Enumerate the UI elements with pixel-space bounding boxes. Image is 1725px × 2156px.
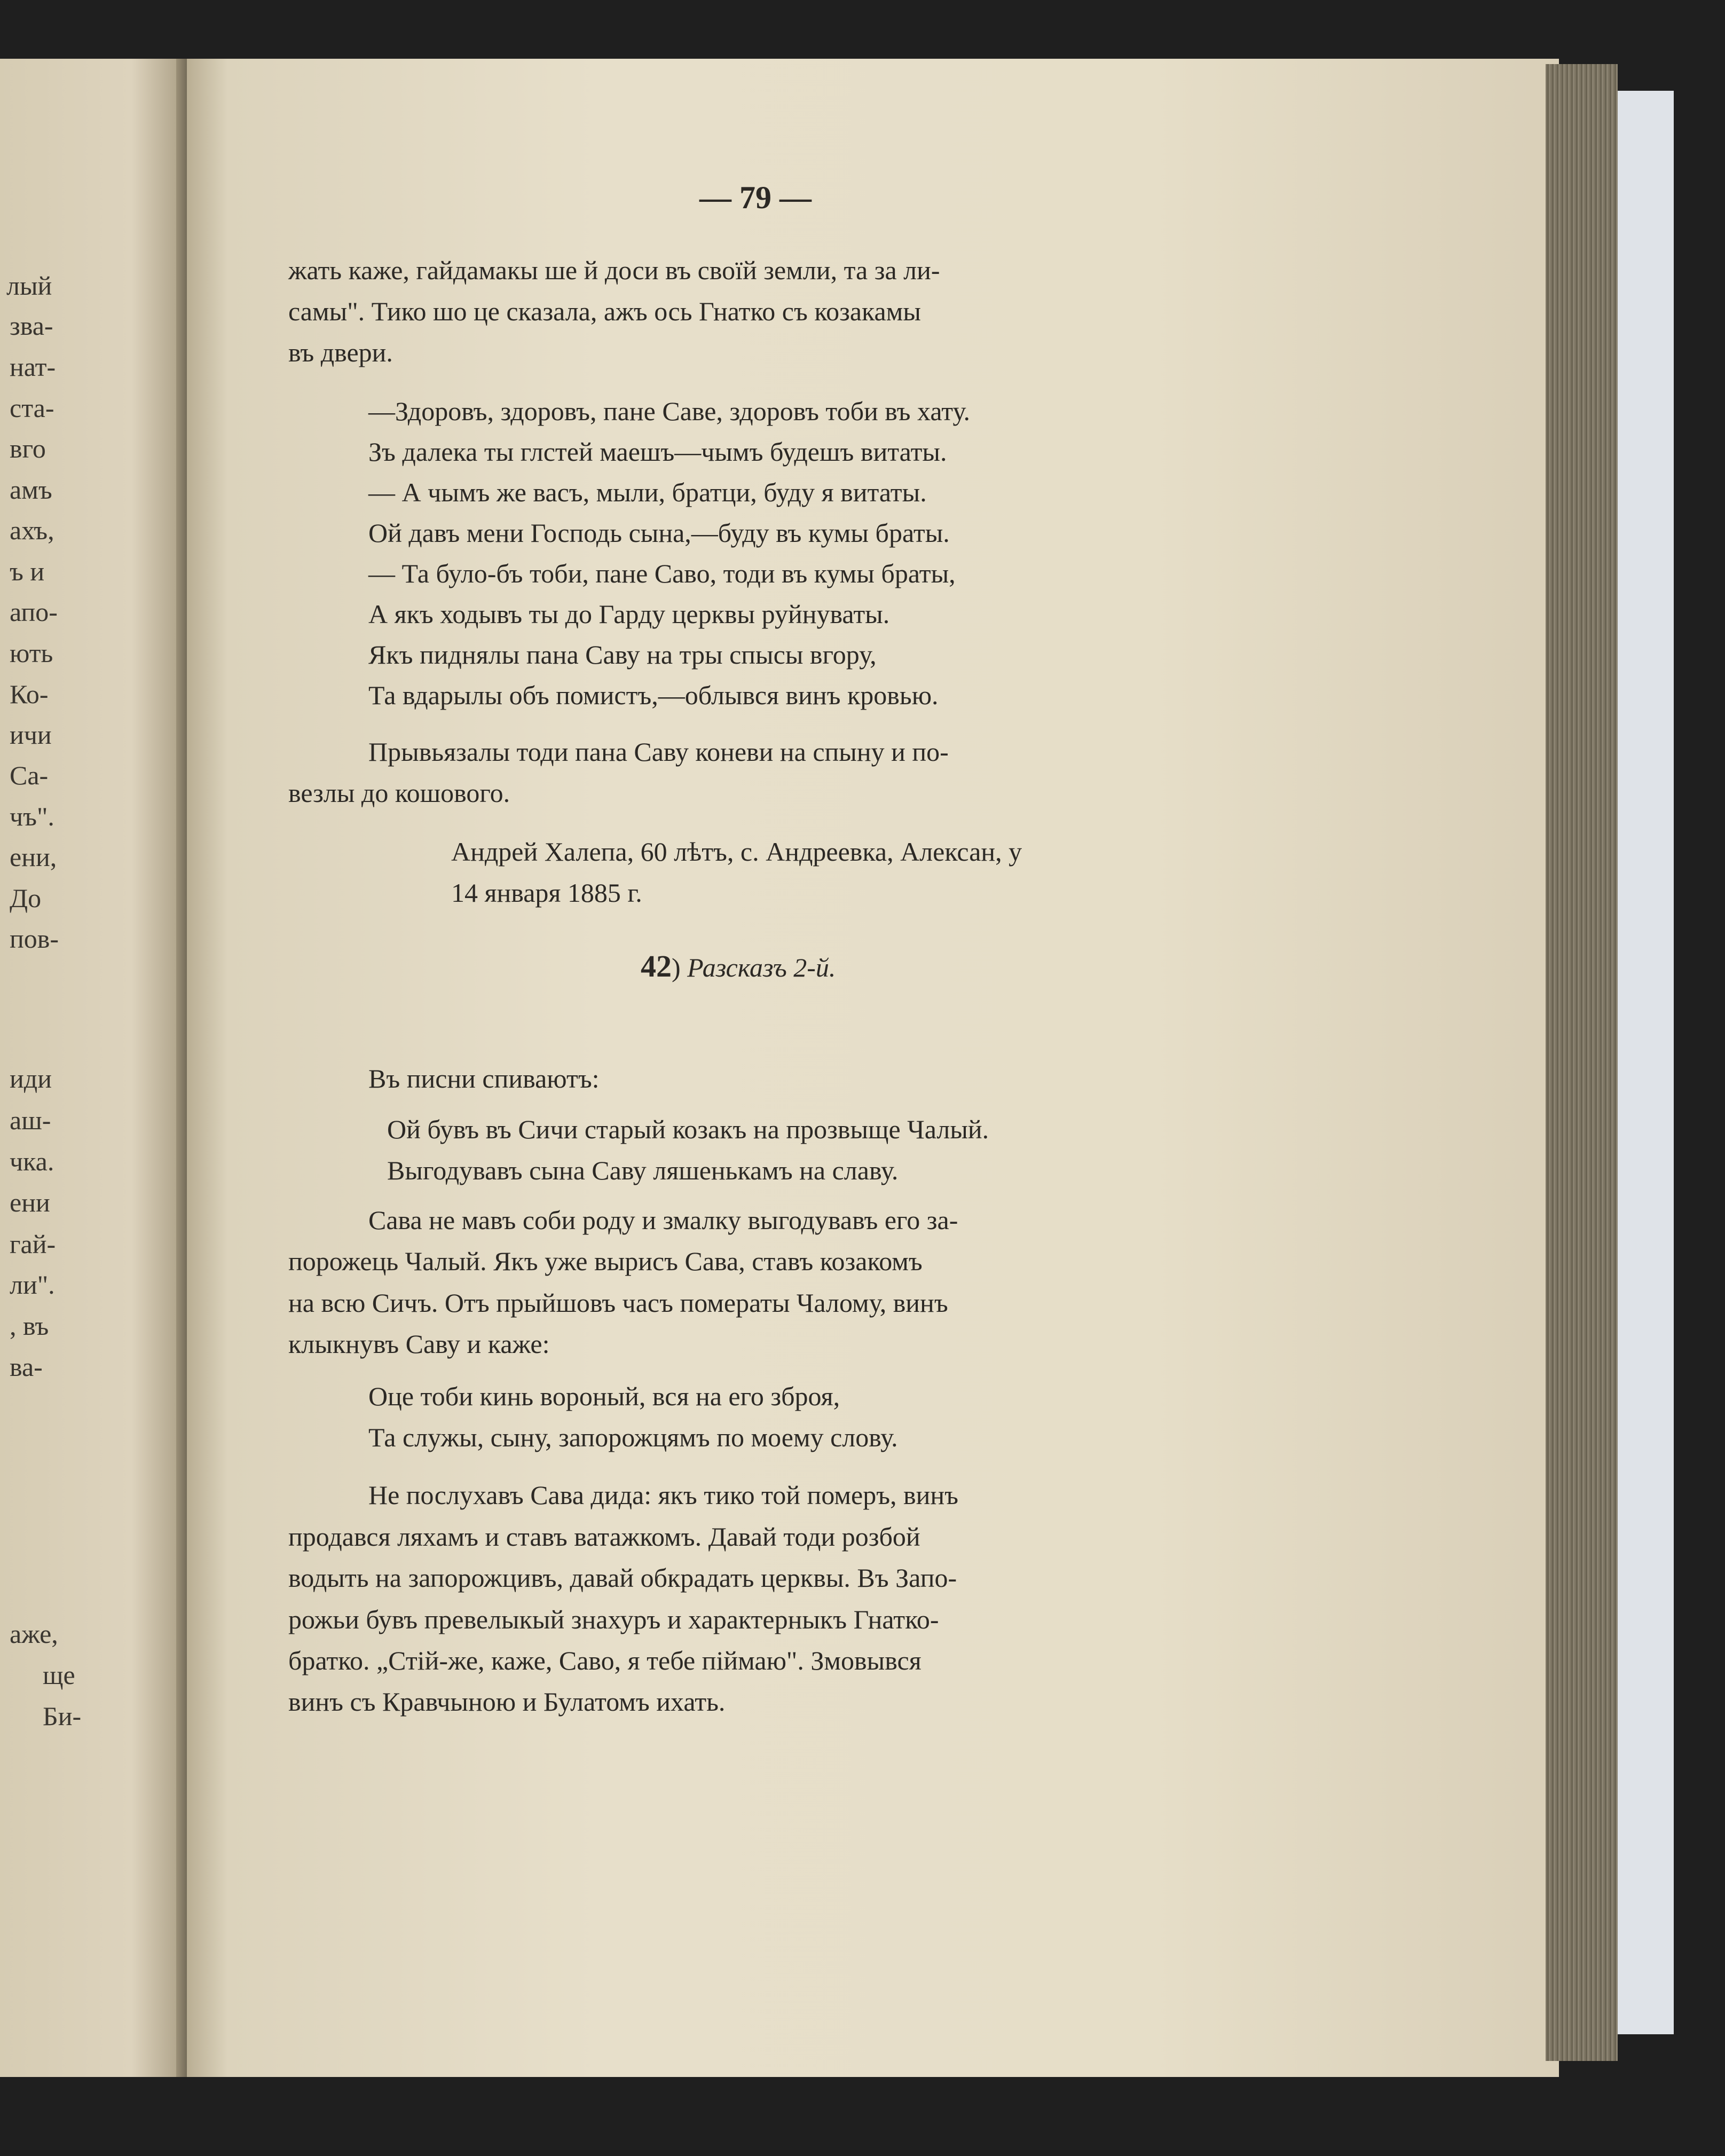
left-fragment: ичи bbox=[10, 720, 52, 750]
left-fragment: ъ и bbox=[10, 556, 45, 586]
text-line: клыкнувъ Саву и каже: bbox=[288, 1329, 550, 1359]
text-line: жать каже, гайдамакы ше й доси въ своїй земли, та за ли- bbox=[288, 255, 940, 285]
verse-line: Та вдарылы объ помистъ,—облывся винъ кровью. bbox=[368, 680, 939, 710]
text-line: везлы до кошового. bbox=[288, 778, 510, 808]
section-number: 42 bbox=[641, 949, 672, 983]
page-edges bbox=[1546, 64, 1618, 2061]
source-line: 14 января 1885 г. bbox=[451, 878, 642, 908]
left-fragment: , въ bbox=[10, 1311, 49, 1341]
verse-line: —Здоровъ, здоровъ, пане Саве, здоровъ тоби въ хату. bbox=[368, 396, 970, 426]
left-fragment: чка. bbox=[10, 1146, 54, 1176]
left-fragment: гай- bbox=[10, 1229, 56, 1259]
section-paren: ) bbox=[672, 953, 681, 982]
verse-line: — Та було-бъ тоби, пане Саво, тоди въ кумы браты, bbox=[368, 558, 956, 588]
left-fragment: лый bbox=[6, 271, 52, 301]
left-fragment: вго bbox=[10, 434, 46, 463]
source-line: Андрей Халепа, 60 лѣтъ, с. Андреевка, Алексан, у bbox=[451, 837, 1022, 867]
left-fragment: пов- bbox=[10, 924, 59, 954]
verse-line: Ой давъ мени Господь сына,—буду въ кумы браты. bbox=[368, 518, 950, 548]
section-title: Разсказъ 2-й. bbox=[687, 953, 836, 982]
left-fragment: зва- bbox=[10, 311, 53, 341]
left-fragment: апо- bbox=[10, 597, 58, 627]
text-line: продався ляхамъ и ставъ ватажкомъ. Давай тоди розбой bbox=[288, 1522, 920, 1552]
text-line: Въ писни спиваютъ: bbox=[368, 1064, 600, 1093]
verse-line: Ой бувъ въ Сичи старый козакъ на прозвыще Чалый. bbox=[387, 1114, 989, 1144]
text-line: рожьи бувъ превелыкый знахуръ и характерныкъ Гнатко- bbox=[288, 1604, 939, 1634]
verse-line: А якъ ходывъ ты до Гарду церквы руйнуваты. bbox=[368, 599, 890, 629]
text-line: Сава не мавъ соби роду и змалку выгодувавъ его за- bbox=[368, 1205, 958, 1235]
left-fragment: ахъ, bbox=[10, 515, 54, 545]
left-fragment: чъ". bbox=[10, 801, 54, 831]
verse-line: — А чымъ же васъ, мыли, братци, буду я витаты. bbox=[368, 477, 927, 507]
left-fragment: ли". bbox=[10, 1270, 55, 1300]
verse-line: Якъ пиднялы пана Саву на тры спысы вгору, bbox=[368, 640, 877, 670]
verse-line: Зъ далека ты глстей маешъ—чымъ будешъ витаты. bbox=[368, 437, 947, 467]
left-fragment: До bbox=[10, 883, 42, 913]
text-line: братко. „Стій-же, каже, Саво, я тебе піймаю". Змовывся bbox=[288, 1646, 921, 1675]
text-line: винъ съ Кравчыною и Булатомъ ихать. bbox=[288, 1687, 726, 1717]
text-line: Прывьязалы тоди пана Саву коневи на спыну и по- bbox=[368, 737, 949, 767]
left-fragment: ени bbox=[10, 1187, 50, 1217]
page-number: — 79 — bbox=[699, 180, 812, 215]
left-fragment: ста- bbox=[10, 393, 54, 423]
left-fragment: нат- bbox=[10, 352, 56, 382]
left-fragment: иди bbox=[10, 1064, 52, 1093]
left-fragment: Ко- bbox=[10, 679, 49, 709]
text-line: самы". Тико шо це сказала, ажъ ось Гнатко съ козакамы bbox=[288, 296, 921, 326]
text-line: водыть на запорожцивъ, давай обкрадать церквы. Въ Запо- bbox=[288, 1563, 957, 1593]
left-fragment: аш- bbox=[10, 1105, 51, 1135]
left-fragment: ють bbox=[10, 638, 53, 668]
left-fragment: Са- bbox=[10, 760, 49, 790]
left-fragment: Би- bbox=[43, 1701, 82, 1731]
text-line: на всю Сичъ. Отъ прыйшовъ часъ помераты Чалому, винъ bbox=[288, 1288, 948, 1318]
book-cover-edge bbox=[1618, 91, 1674, 2034]
left-page bbox=[0, 59, 188, 2077]
text-line: въ двери. bbox=[288, 337, 393, 367]
verse-line: Выгодувавъ сына Саву ляшенькамъ на славу. bbox=[387, 1155, 899, 1185]
text-line: Не послухавъ Сава дида: якъ тико той померъ, винъ bbox=[368, 1480, 959, 1510]
text-line: порожець Чалый. Якъ уже вырисъ Сава, ставъ козакомъ bbox=[288, 1246, 923, 1276]
left-fragment: ени, bbox=[10, 842, 57, 872]
left-fragment: ще bbox=[43, 1660, 75, 1690]
verse-line: Оце тоби кинь вороный, вся на его зброя, bbox=[368, 1381, 840, 1411]
section-heading bbox=[641, 950, 836, 983]
verse-line: Та служы, сыну, запорожцямъ по моему слову. bbox=[368, 1422, 898, 1452]
left-fragment: амъ bbox=[10, 475, 52, 505]
left-fragment: аже, bbox=[10, 1619, 58, 1649]
left-fragment: ва- bbox=[10, 1352, 43, 1382]
